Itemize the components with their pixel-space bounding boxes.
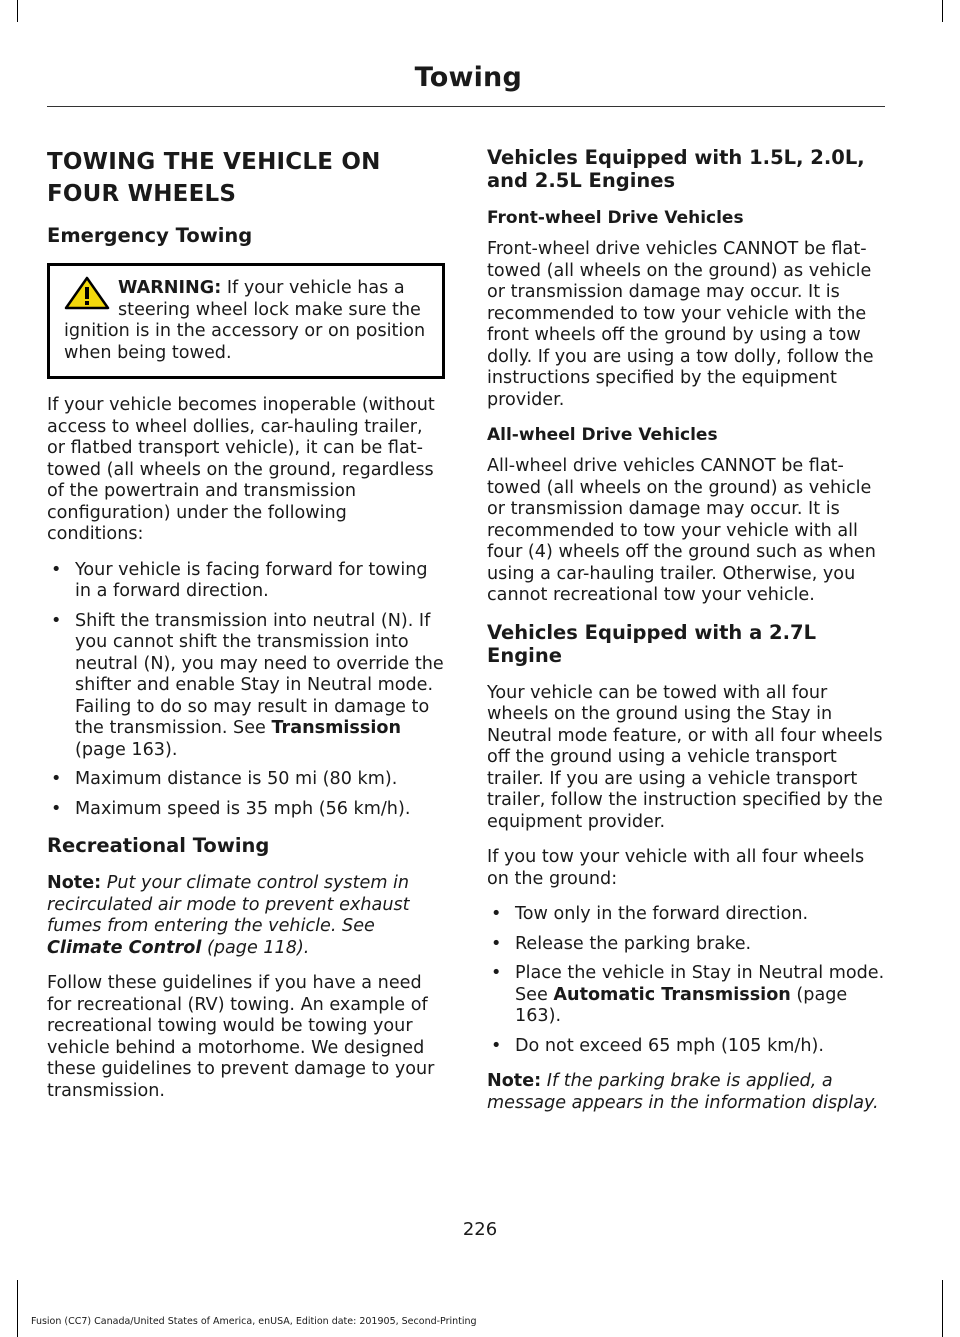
four-wheels-list xyxy=(487,904,885,1057)
awd-heading: All-wheel Drive Vehicles xyxy=(487,425,718,445)
note-paragraph xyxy=(487,1071,885,1114)
crop-mark-top-left xyxy=(17,0,18,22)
note-paragraph xyxy=(47,873,445,959)
warning-box xyxy=(47,263,445,379)
recreational-paragraph: Follow these guidelines if you have a need for recreational (RV) towing. An example of recreational towing would be towing your vehicle behind a motorhome. We designed these guidelines to prevent damage to your transmission. xyxy=(47,973,435,1101)
list-item: • Maximum distance is 50 mi (80 km). xyxy=(47,769,445,791)
transmission-link[interactable]: Transmission xyxy=(271,718,402,738)
page-reference: (page 163). xyxy=(75,739,178,760)
right-column xyxy=(487,146,885,1128)
crop-mark-bottom-left xyxy=(17,1280,18,1337)
note-label: Note: xyxy=(47,873,102,893)
crop-mark-bottom-right xyxy=(942,1280,943,1337)
emergency-paragraph: If your vehicle becomes inoperable (without access to wheel dollies, car-hauling trailer, or flatbed transport vehicle), it can be flat-towed (all wheels on the ground, regardless of the powertrain and transmission configuration) under the following conditions: xyxy=(47,395,435,544)
list-item-text: Shift the transmission into neutral (N). If you cannot shift the transmission into neutral (N), you may need to override the shifter and enable Stay in Neutral mode. Failing to do so may result in damage to the transmission. See xyxy=(75,610,444,738)
warning-label: WARNING: xyxy=(118,278,222,298)
page-reference: (page 118). xyxy=(201,937,310,958)
fwd-heading: Front-wheel Drive Vehicles xyxy=(487,208,744,228)
engine-27-heading: Vehicles Equipped with a 2.7L Engine xyxy=(487,620,817,667)
fwd-paragraph: Front-wheel drive vehicles CANNOT be flat-towed (all wheels on the ground) as vehicle or transmission damage may occur. It is recommended to tow your vehicle with the front wheels off the ground by using a tow dolly. If you are using a tow dolly, follow the instructions specified by the equipment provider. xyxy=(487,239,874,410)
list-item: • Maximum speed is 35 mph (56 km/h). xyxy=(47,799,445,821)
note-text: If the parking brake is applied, a message appears in the information display. xyxy=(487,1071,879,1113)
warning-triangle-icon xyxy=(64,276,110,310)
list-item xyxy=(487,963,885,1028)
note-label: Note: xyxy=(487,1071,542,1091)
page-header-title: Towing xyxy=(414,62,522,93)
left-column xyxy=(47,146,445,1116)
list-item-text: Place the vehicle in Stay in Neutral mode. See xyxy=(515,963,885,1005)
list-item: • Tow only in the forward direction. xyxy=(487,904,885,926)
engines-heading: Vehicles Equipped with 1.5L, 2.0L, and 2.5L Engines xyxy=(487,146,865,192)
header-divider xyxy=(47,106,885,107)
section-heading: TOWING THE VEHICLE ON FOUR WHEELS xyxy=(47,149,381,207)
climate-control-link[interactable]: Climate Control xyxy=(47,937,202,958)
recreational-towing-heading: Recreational Towing xyxy=(47,834,270,857)
crop-mark-top-right xyxy=(942,0,943,22)
note-text: Put your climate control system in recirculated air mode to prevent exhaust fumes from entering the vehicle. See xyxy=(47,873,410,936)
page-reference: (page 163). xyxy=(515,984,848,1026)
four-wheels-paragraph: If you tow your vehicle with all four wheels on the ground: xyxy=(487,847,865,889)
list-item: • Release the parking brake. xyxy=(487,934,885,956)
page-number: 226 xyxy=(462,1219,498,1240)
automatic-transmission-link[interactable]: Automatic Transmission xyxy=(553,984,791,1005)
emergency-conditions-list xyxy=(47,560,445,821)
engine-27-paragraph: Your vehicle can be towed with all four wheels on the ground using the Stay in Neutral mode feature, or with all four wheels off the ground using a vehicle transport trailer. If you are using a vehicle transport trailer, follow the instruction specified by the equipment provider. xyxy=(487,682,883,832)
list-item: • Your vehicle is facing forward for towing in a forward direction. xyxy=(47,560,445,603)
emergency-towing-heading: Emergency Towing xyxy=(47,224,253,247)
warning-text: If your vehicle has a steering wheel lock make sure the ignition is in the accessory or on position when being towed. xyxy=(64,278,426,363)
list-item: • Do not exceed 65 mph (105 km/h). xyxy=(487,1036,885,1058)
footer-text: Fusion (CC7) Canada/United States of America, enUSA, Edition date: 201905, Second-Printing xyxy=(31,1316,477,1327)
awd-paragraph: All-wheel drive vehicles CANNOT be flat-towed (all wheels on the ground) as vehicle or transmission damage may occur. It is recommended to tow your vehicle with all four (4) wheels off the ground such as when using a car-hauling trailer. Otherwise, you cannot recreational tow your vehicle. xyxy=(487,456,876,605)
list-item xyxy=(47,611,445,762)
